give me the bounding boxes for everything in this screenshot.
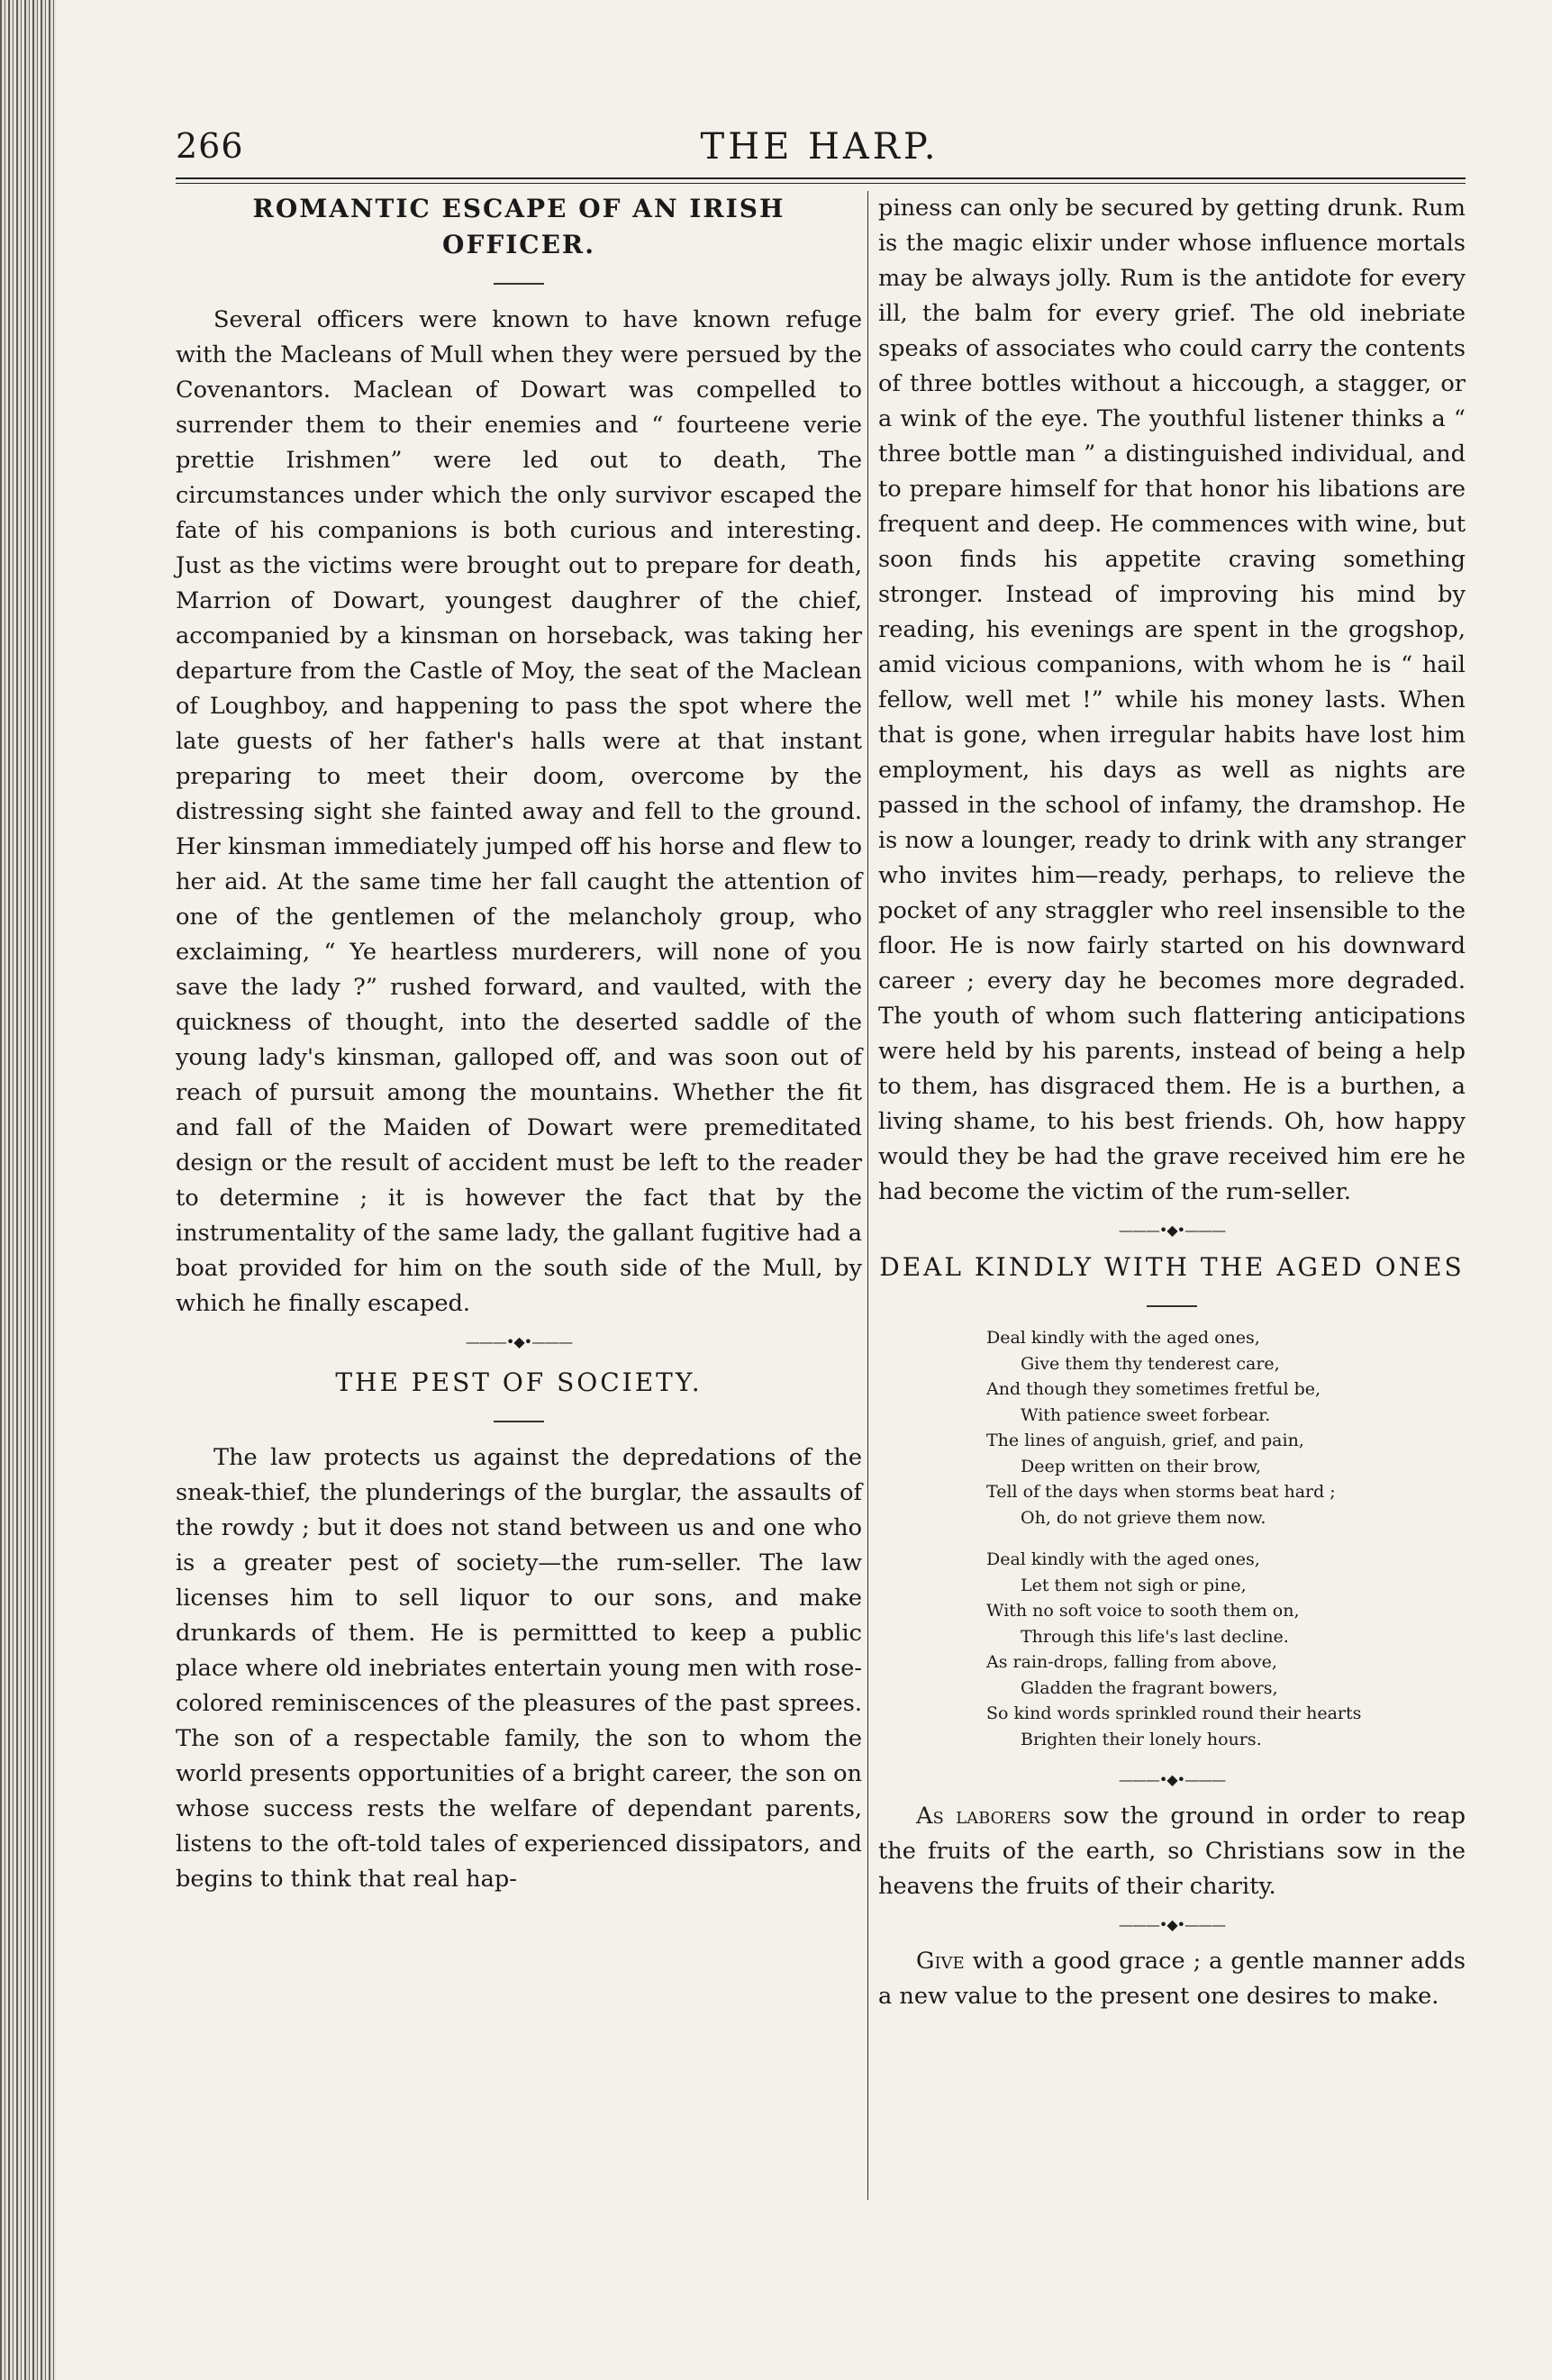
poem-line: Gladden the fragrant bowers, xyxy=(1021,1677,1278,1698)
filler-paragraph-give xyxy=(878,1944,1466,2014)
left-column xyxy=(176,191,862,1897)
article-paragraph-romantic-escape: Several officers were known to have known refuge with the Macleans of Mull when they were persued by the Covenantors. Maclean of Dowart was compelled to surrender them to their enemies and “ fourteene verie prettie Irishmen” were led out to death, The circumstances under which the only survivor escaped the fate of his companions is both curious and interesting. Just as the victims were brought out to prepare for death, Marrion of Dowart, youngest daughrer of the chief, accompanied by a kinsman on horseback, was taking her departure from the Castle of Moy, the seat of the Maclean of Loughboy, and happening to pass the spot where the late guests of her father's halls were at that instant preparing to meet their doom, overcome by the distressing sight she fainted away and fell to the ground. Her kinsman immediately jumped off his horse and flew to her aid. At the same time her fall caught the attention of one of the gentlemen of the melancholy group, who exclaiming, “ Ye heartless murderers, will none of you save the lady ?” rushed forward, and vaulted, with the quickness of thought, into the deserted saddle of the young lady's kinsman, galloped off, and was soon out of reach of pursuit among the mountains. Whether the fit and fall of the Maiden of Dowart were premeditated design or the result of accident must be left to the reader to determine ; it is however the fact that by the instrumentality of the same lady, the gallant fugitive had a boat provided for him on the south side of the Mull, by which he finally escaped. xyxy=(176,306,862,1317)
section-ornament: ———•◆•——— xyxy=(1118,1771,1226,1788)
poem-line: And though they sometimes fretful be, xyxy=(986,1379,1321,1399)
title-rule xyxy=(1147,1305,1197,1307)
poem-stanza xyxy=(986,1325,1466,1531)
poem-title: DEAL KINDLY WITH THE AGED ONES xyxy=(879,1252,1465,1282)
right-column xyxy=(878,191,1466,2014)
title-rule xyxy=(494,1421,544,1422)
column-divider xyxy=(867,191,868,2200)
poem-line: With patience sweet forbear. xyxy=(1021,1404,1271,1425)
header-rule xyxy=(176,177,1466,184)
poem-body xyxy=(986,1325,1466,1752)
page-binding-edge xyxy=(0,0,56,2380)
poem-line: With no soft voice to sooth them on, xyxy=(986,1601,1300,1621)
article-title-romantic-escape: ROMANTIC ESCAPE OF AN IRISH OFFICER. xyxy=(252,194,785,259)
title-rule xyxy=(494,283,544,285)
page-number: 266 xyxy=(176,126,244,166)
section-ornament: ———•◆•——— xyxy=(1118,1222,1226,1239)
filler-lead: Give xyxy=(916,1948,965,1975)
page-header xyxy=(176,126,1464,180)
filler-lead: As laborers xyxy=(916,1803,1052,1830)
poem-line: As rain-drops, falling from above, xyxy=(986,1652,1277,1672)
poem-line: Brighten their lonely hours. xyxy=(1021,1729,1262,1749)
poem-line: Deal kindly with the aged ones, xyxy=(986,1328,1260,1348)
poem-line: So kind words sprinkled round their hearts xyxy=(986,1703,1362,1723)
filler-text: sow the ground in order to reap the fruits of the earth, so Christians sow in the heavens the fruits of their charity. xyxy=(878,1803,1466,1900)
article-title-pest-of-society: THE PEST OF SOCIETY. xyxy=(335,1367,703,1397)
poem-line: Through this life's last decline. xyxy=(1021,1626,1289,1647)
poem-line: Oh, do not grieve them now. xyxy=(1021,1507,1266,1528)
poem-line: Tell of the days when storms beat hard ; xyxy=(986,1482,1336,1502)
section-ornament: ———•◆•——— xyxy=(465,1333,573,1350)
poem-line: Give them thy tenderest care, xyxy=(1021,1353,1280,1374)
poem xyxy=(878,1325,1466,1752)
article-paragraph-pest-right: piness can only be secured by getting drunk. Rum is the magic elixir under whose influence mortals may be always jolly. Rum is the antidote for every ill, the balm for every grief. The old inebriate speaks of associates who could carry the contents of three bottles without a hiccough, a stagger, or a wink of the eye. The youthful listener thinks a “ three bottle man ” a distinguished individual, and to prepare himself for that honor his libations are frequent and deep. He commences with wine, but soon finds his appetite craving something stronger. Instead of improving his mind by reading, his evenings are spent in the grogshop, amid vicious companions, with whom he is “ hail fellow, well met !” while his money lasts. When that is gone, when irregular habits have lost him employment, his days as well as nights are passed in the school of infamy, the dramshop. He is now a lounger, ready to drink with any stranger who invites him—ready, perhaps, to relieve the pocket of any straggler who reel insensible to the floor. He is now fairly started on his downward career ; every day he becomes more degraded. The youth of whom such flattering anticipations were held by his parents, instead of being a help to them, has disgraced them. He is a burthen, a living shame, to his best friends. Oh, how happy would they be had the grave received him ere he had become the victim of the rum-seller. xyxy=(878,195,1466,1205)
filler-paragraph-laborers xyxy=(878,1799,1466,1904)
filler-text: with a good grace ; a gentle manner adds a new value to the present one desires to make. xyxy=(878,1948,1466,2010)
article-paragraph-pest-left: The law protects us against the depredations of the sneak-thief, the plunderings of the burglar, the assaults of the rowdy ; but it does not stand between us and one who is a greater pest of society—the rum-seller. The law licenses him to sell liquor to our sons, and make drunkards of them. He is permittted to keep a public place where old inebriates entertain young men with rose-colored reminiscences of the pleasures of the past sprees. The son of a respectable family, the son to whom the world presents opportunities of a bright career, the son on whose success rests the welfare of dependant parents, listens to the oft-told tales of experienced dissipators, and begins to think that real hap- xyxy=(176,1444,862,1893)
poem-line: The lines of anguish, grief, and pain, xyxy=(986,1431,1304,1450)
poem-line: Deep written on their brow, xyxy=(1021,1456,1261,1476)
running-title: THE HARP. xyxy=(700,126,939,168)
poem-line: Deal kindly with the aged ones, xyxy=(986,1549,1260,1569)
poem-stanza xyxy=(986,1547,1466,1752)
poem-line: Let them not sigh or pine, xyxy=(1021,1575,1247,1595)
section-ornament: ———•◆•——— xyxy=(1118,1916,1226,1933)
